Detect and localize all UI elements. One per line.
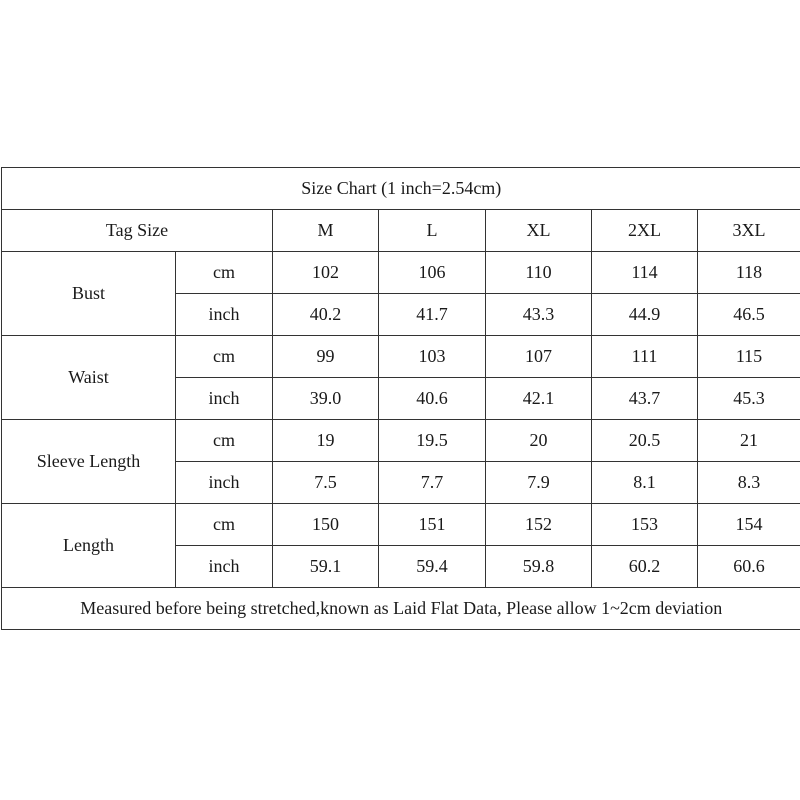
value-cell: 151 — [379, 504, 486, 546]
measurement-label-bust: Bust — [2, 252, 176, 336]
unit-label: cm — [176, 420, 273, 462]
header-row — [2, 210, 800, 252]
value-cell: 44.9 — [592, 294, 698, 336]
value-cell: 21 — [698, 420, 800, 462]
value-cell: 60.2 — [592, 546, 698, 588]
value-cell: 103 — [379, 336, 486, 378]
unit-label: inch — [176, 378, 273, 420]
value-cell: 41.7 — [379, 294, 486, 336]
value-cell: 110 — [486, 252, 592, 294]
size-header-l: L — [379, 210, 486, 252]
size-header-2xl: 2XL — [592, 210, 698, 252]
value-cell: 107 — [486, 336, 592, 378]
deviation-note: Measured before being stretched,known as Laid Flat Data, Please allow 1~2cm deviation — [2, 588, 800, 630]
value-cell: 45.3 — [698, 378, 800, 420]
value-cell: 99 — [273, 336, 379, 378]
value-cell: 154 — [698, 504, 800, 546]
value-cell: 7.5 — [273, 462, 379, 504]
size-chart-table — [1, 167, 800, 630]
table-row — [2, 252, 800, 294]
value-cell: 20.5 — [592, 420, 698, 462]
value-cell: 46.5 — [698, 294, 800, 336]
value-cell: 114 — [592, 252, 698, 294]
value-cell: 150 — [273, 504, 379, 546]
unit-label: inch — [176, 294, 273, 336]
value-cell: 7.7 — [379, 462, 486, 504]
unit-label: inch — [176, 462, 273, 504]
value-cell: 20 — [486, 420, 592, 462]
table-row — [2, 420, 800, 462]
unit-label: cm — [176, 336, 273, 378]
value-cell: 19 — [273, 420, 379, 462]
unit-label: cm — [176, 252, 273, 294]
value-cell: 59.4 — [379, 546, 486, 588]
value-cell: 42.1 — [486, 378, 592, 420]
value-cell: 60.6 — [698, 546, 800, 588]
value-cell: 7.9 — [486, 462, 592, 504]
size-header-m: M — [273, 210, 379, 252]
value-cell: 118 — [698, 252, 800, 294]
value-cell: 40.2 — [273, 294, 379, 336]
value-cell: 40.6 — [379, 378, 486, 420]
value-cell: 8.1 — [592, 462, 698, 504]
value-cell: 8.3 — [698, 462, 800, 504]
title-row — [2, 168, 800, 210]
value-cell: 43.7 — [592, 378, 698, 420]
table-row — [2, 504, 800, 546]
measurement-label-sleeve-length: Sleeve Length — [2, 420, 176, 504]
value-cell: 59.1 — [273, 546, 379, 588]
value-cell: 19.5 — [379, 420, 486, 462]
table-row — [2, 336, 800, 378]
value-cell: 39.0 — [273, 378, 379, 420]
value-cell: 153 — [592, 504, 698, 546]
value-cell: 111 — [592, 336, 698, 378]
tag-size-label: Tag Size — [2, 210, 273, 252]
size-header-xl: XL — [486, 210, 592, 252]
value-cell: 59.8 — [486, 546, 592, 588]
value-cell: 115 — [698, 336, 800, 378]
value-cell: 106 — [379, 252, 486, 294]
unit-label: cm — [176, 504, 273, 546]
measurement-label-length: Length — [2, 504, 176, 588]
unit-label: inch — [176, 546, 273, 588]
value-cell: 152 — [486, 504, 592, 546]
value-cell: 102 — [273, 252, 379, 294]
size-header-3xl: 3XL — [698, 210, 800, 252]
note-row — [2, 588, 800, 630]
value-cell: 43.3 — [486, 294, 592, 336]
measurement-label-waist: Waist — [2, 336, 176, 420]
chart-title: Size Chart (1 inch=2.54cm) — [2, 168, 800, 210]
